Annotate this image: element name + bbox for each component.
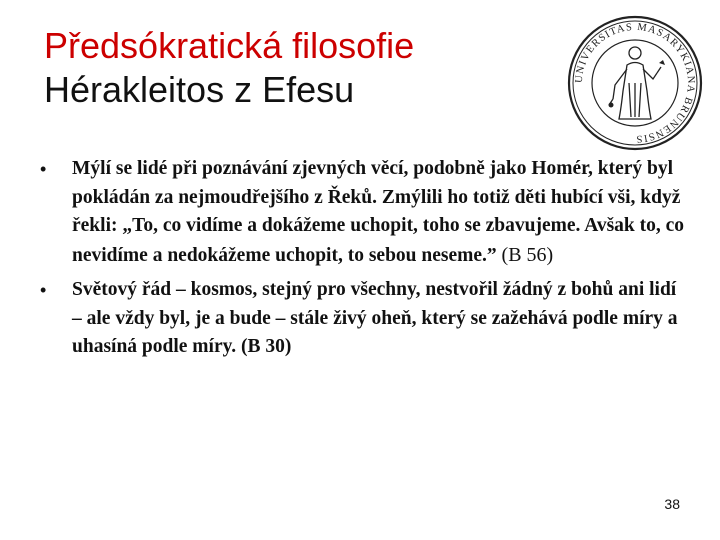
fragment-reference: (B 56): [501, 243, 554, 266]
seal-inscription: UNIVERSITAS MASARYKIANA BRUNENSIS: [573, 21, 697, 145]
slide-content: [40, 155, 690, 362]
page-number: 38: [664, 496, 680, 512]
slide-title: [44, 24, 544, 112]
title-topic: Předsókratická filosofie: [44, 25, 415, 66]
bullet-marker: •: [40, 280, 47, 300]
bullet-marker: •: [40, 159, 47, 179]
university-seal-icon: [565, 13, 705, 153]
bullet-text: Světový řád – kosmos, stejný pro všechny, nestvořil žádný z bohů ani lidí – ale vždy byl, je a bude – stále živý oheň, který se zažehává podle míry a uhasíná podle míry. (B 30): [72, 279, 678, 357]
bullet-item-b30: [40, 276, 690, 362]
bullet-text: Mýlí se lidé při poznávání zjevných věcí, podobně jako Homér, který byl pokládán za nejmoudřejšího z Řeků. Zmýlili ho totiž děti hubící vši, když řekli: „To, co vidíme a dokážeme uchopit, toho se zbavujeme. Avšak to, co nevidíme a nedokážeme uchopit, to sebou neseme.”: [72, 158, 685, 266]
bullet-item-b56: [40, 155, 690, 270]
title-subtopic: Hérakleitos z Efesu: [44, 69, 355, 110]
